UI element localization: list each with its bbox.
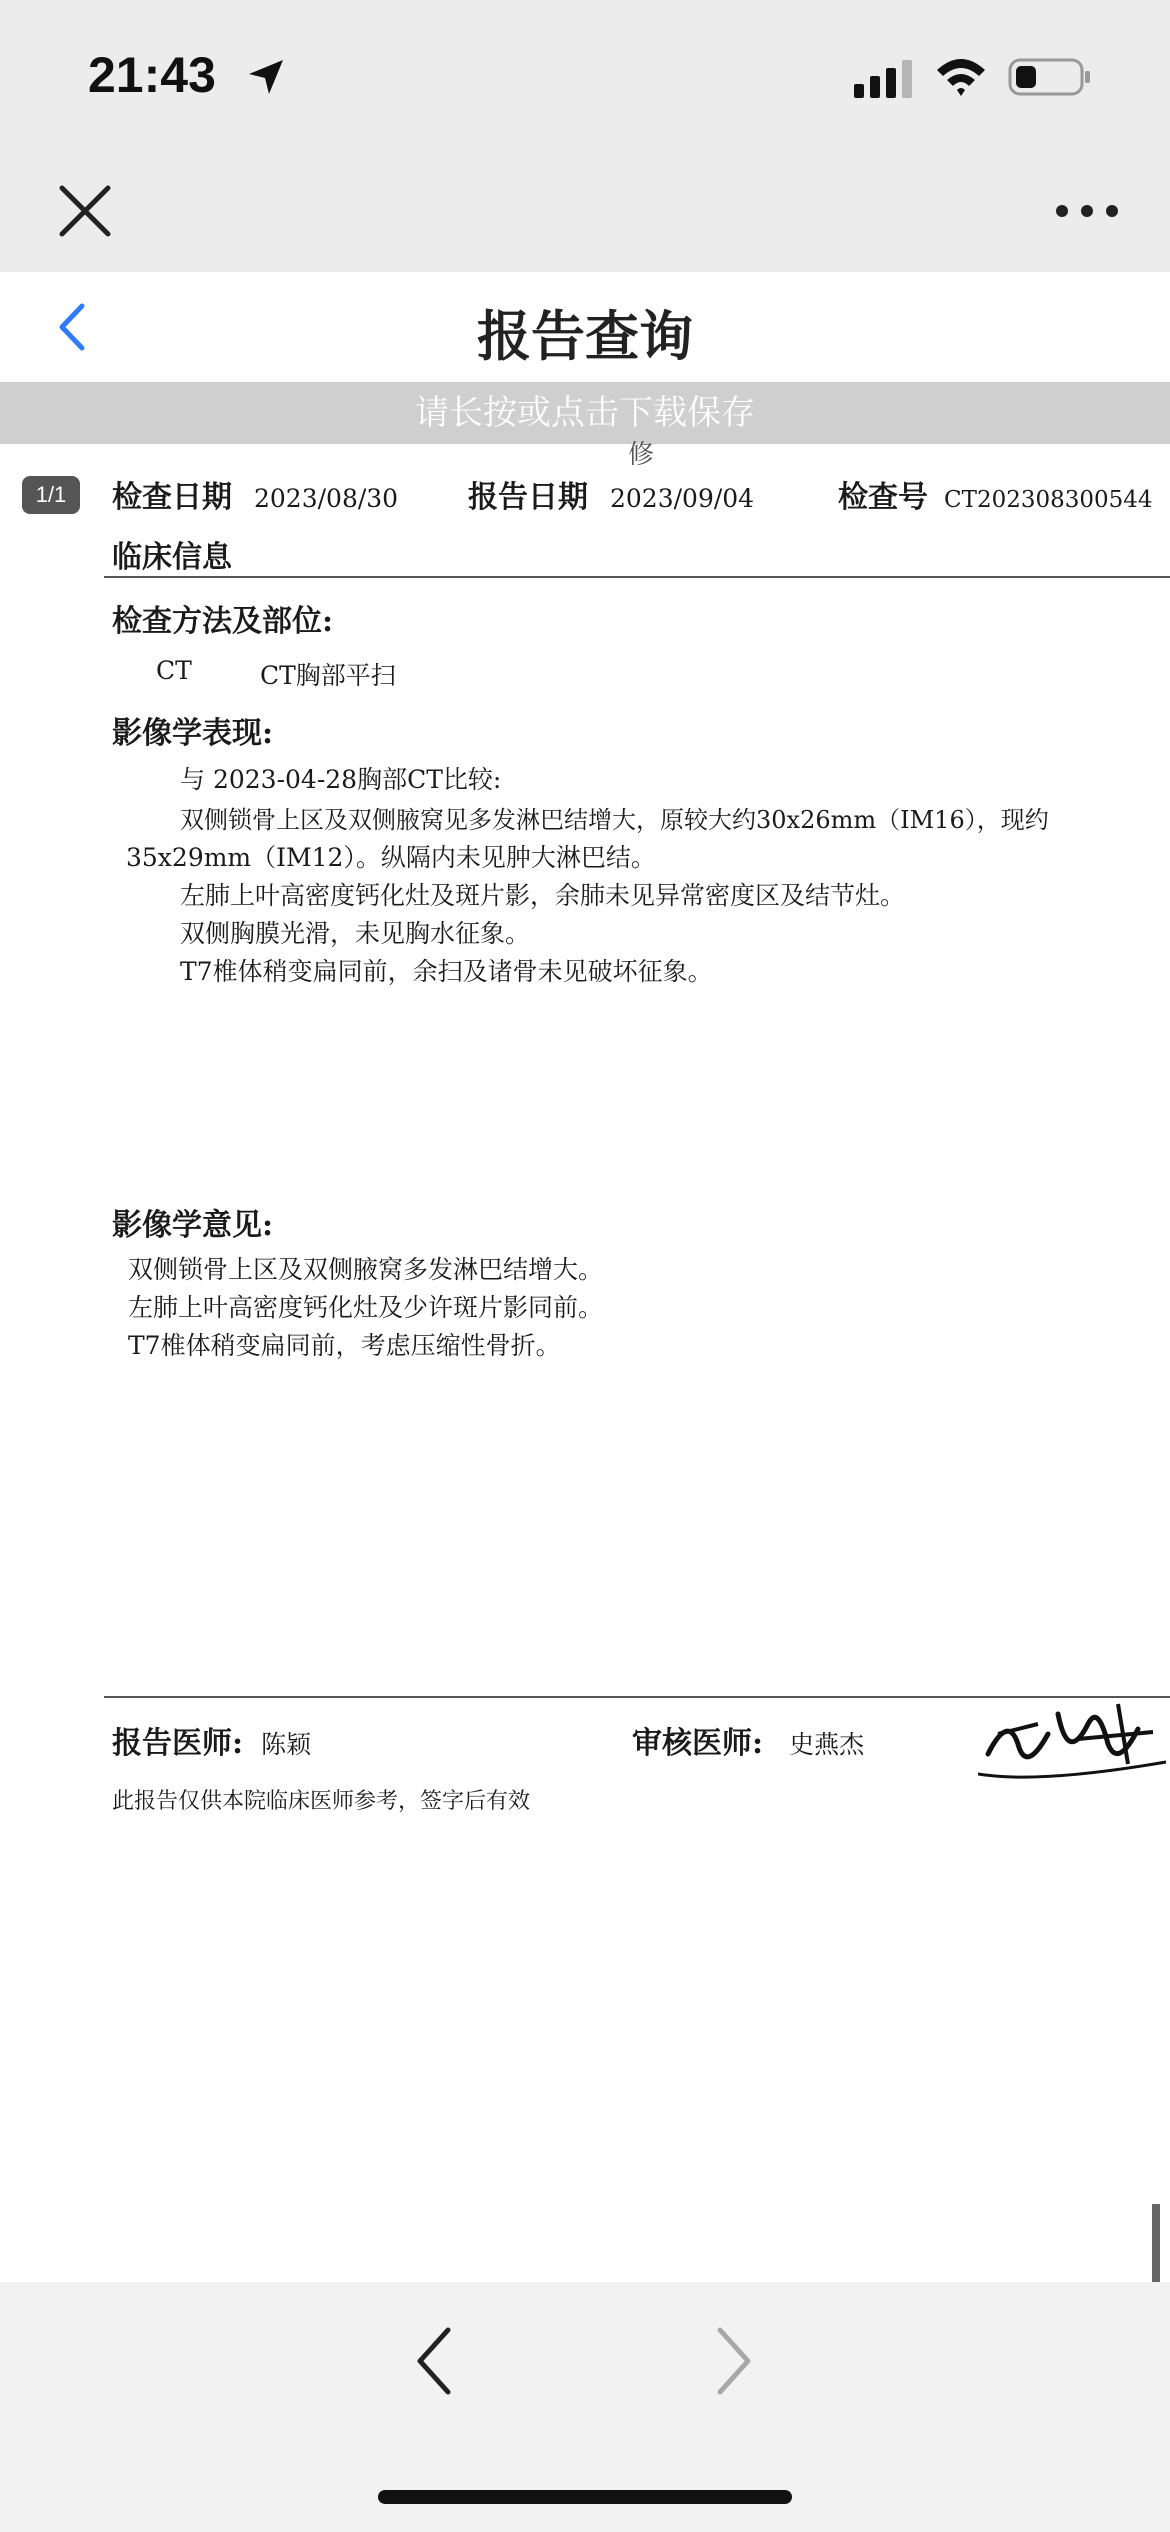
scrollbar[interactable] xyxy=(1152,2204,1160,2282)
exam-number-value: CT202308300544 xyxy=(944,487,1153,513)
report-date-label: 报告日期 xyxy=(468,480,588,515)
status-bar xyxy=(0,0,1170,150)
opinion-line: 左肺上叶高密度钙化灶及少许斑片影同前。 xyxy=(128,1293,604,1322)
more-icon[interactable] xyxy=(1052,196,1122,226)
signature xyxy=(978,1684,1168,1794)
disclaimer: 此报告仅供本院临床医师参考，签字后有效 xyxy=(112,1789,531,1814)
findings-line: T7椎体稍变扁同前，余扫及诸骨未见破坏征象。 xyxy=(180,957,713,986)
location-arrow-icon xyxy=(245,56,287,98)
report-date-field xyxy=(468,472,754,516)
reporter-label: 报告医师: xyxy=(112,1726,244,1761)
divider xyxy=(104,576,1170,578)
findings-line: 双侧胸膜光滑，未见胸水征象。 xyxy=(180,919,531,948)
page-title: 报告查询 xyxy=(477,305,693,368)
exam-number-label: 检查号 xyxy=(838,480,928,515)
method-type: CT xyxy=(156,656,192,685)
reviewer-field xyxy=(632,1718,864,1762)
method-label: 检查方法及部位: xyxy=(112,604,334,639)
findings-line: 与 2023-04-28胸部CT比较: xyxy=(180,765,502,794)
method-detail: CT胸部平扫 xyxy=(260,661,396,690)
status-time: 21:43 xyxy=(88,47,216,103)
browser-nav-bar xyxy=(0,150,1170,272)
findings-label: 影像学表现: xyxy=(112,716,274,751)
exam-date-label: 检查日期 xyxy=(112,480,232,515)
clinical-info-label: 临床信息 xyxy=(112,540,232,575)
home-indicator xyxy=(378,2490,792,2504)
findings-line: 左肺上叶高密度钙化灶及斑片影，余肺未见异常密度区及结节灶。 xyxy=(180,881,906,910)
report-date-value: 2023/09/04 xyxy=(610,484,755,513)
reporter-field xyxy=(112,1718,311,1762)
cut-off-text: 修 xyxy=(628,440,655,470)
findings-line: 35x29mm（IM12）。纵隔内未见肿大淋巴结。 xyxy=(126,843,656,872)
opinion-line: T7椎体稍变扁同前，考虑压缩性骨折。 xyxy=(128,1331,561,1360)
opinion-line: 双侧锁骨上区及双侧腋窝多发淋巴结增大。 xyxy=(128,1255,604,1284)
page-indicator: 1/1 xyxy=(22,476,80,514)
opinion-label: 影像学意见: xyxy=(112,1208,274,1243)
back-arrow-icon[interactable] xyxy=(408,2322,460,2400)
exam-number-field xyxy=(838,472,1153,516)
forward-arrow-icon[interactable] xyxy=(708,2322,760,2400)
close-icon[interactable] xyxy=(54,180,116,242)
reviewer-label: 审核医师: xyxy=(632,1726,764,1761)
download-banner[interactable]: 请长按或点击下载保存 xyxy=(0,382,1170,444)
reviewer-name: 史燕杰 xyxy=(789,1730,865,1759)
battery-icon xyxy=(1008,56,1092,98)
reporter-name: 陈颖 xyxy=(261,1730,312,1759)
findings-line: 双侧锁骨上区及双侧腋窝见多发淋巴结增大，原较大约30x26mm（IM16），现约 xyxy=(180,806,1049,834)
title-bar xyxy=(0,272,1170,383)
wifi-icon xyxy=(935,56,987,98)
report-document xyxy=(0,440,1170,2224)
exam-date-field xyxy=(112,472,398,516)
exam-date-value: 2023/08/30 xyxy=(254,484,399,513)
cellular-signal-icon xyxy=(852,60,916,100)
